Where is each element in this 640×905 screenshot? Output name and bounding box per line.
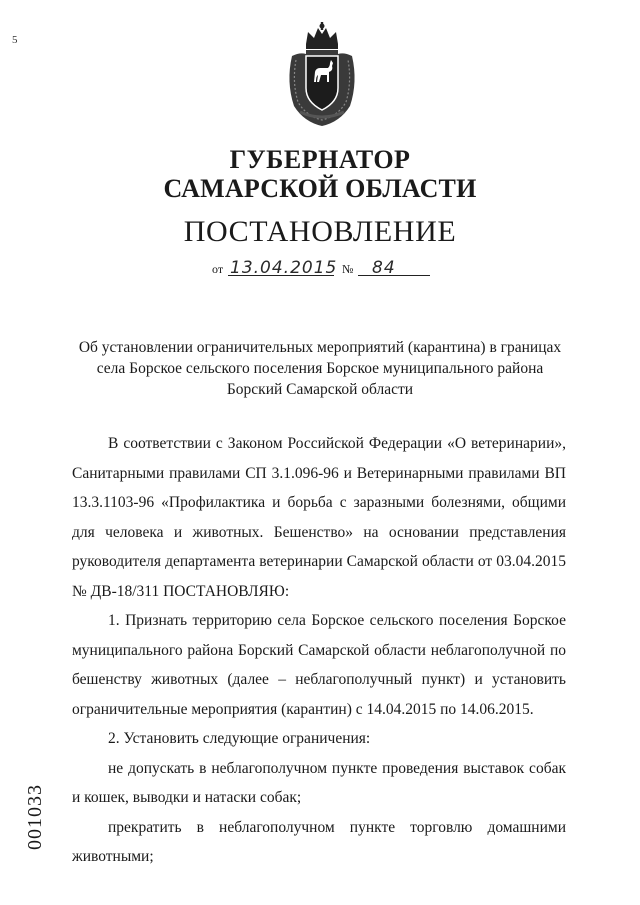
governor-title: ГУБЕРНАТОР <box>229 145 411 174</box>
item-2a-paragraph: не допускать в неблагополучном пункте проведения выставок собак и кошек, выводки и натаски собак; <box>72 759 566 806</box>
date-number-line <box>212 256 432 280</box>
handwritten-date: 13.04.2015 <box>230 258 338 278</box>
document-body <box>72 429 566 872</box>
item-2b-paragraph: прекратить в неблагополучном пункте торговлю домашними животными; <box>72 818 566 865</box>
registration-number: 001033 <box>24 784 46 850</box>
handwritten-number: 84 <box>372 258 396 278</box>
subject-line: села Борское сельского поселения Борское муниципального района <box>96 360 544 377</box>
page-mark: 5 <box>12 34 18 46</box>
samara-coat-of-arms-icon <box>284 22 360 128</box>
subject-line: Об установлении ограничительных мероприятий (карантина) в границах <box>78 339 562 356</box>
subject-line: Борский Самарской области <box>226 381 414 398</box>
item-2-paragraph: 2. Установить следующие ограничения: <box>108 730 371 747</box>
number-prefix: № <box>342 262 354 276</box>
region-title: САМАРСКОЙ ОБЛАСТИ <box>163 174 477 203</box>
preamble-paragraph: В соответствии с Законом Российской Федерации «О ветеринарии», Санитарными правилами СП 3.1.096-96 и Ветеринарными правилами ВП 13.3.1103-96 «Профилактика и борьба с заразными болезнями, общими для человека и животных. Бешенство» на основании представления руководителя департамента ветеринарии Самарской области от 03.04.2015 № ДВ-18/311 ПОСТАНОВЛЯЮ: <box>72 435 566 600</box>
document-type-heading: ПОСТАНОВЛЕНИЕ <box>183 215 457 248</box>
document-subject <box>60 337 580 400</box>
date-prefix: от <box>212 262 224 276</box>
item-1-paragraph: 1. Признать территорию села Борское сельского поселения Борское муниципального района Борский Самарской области неблагополучной по бешенству животных (далее – неблагополучный пункт) и установить ограничительные мероприятия (карантин) с 14.04.2015 по 14.06.2015. <box>72 612 566 718</box>
